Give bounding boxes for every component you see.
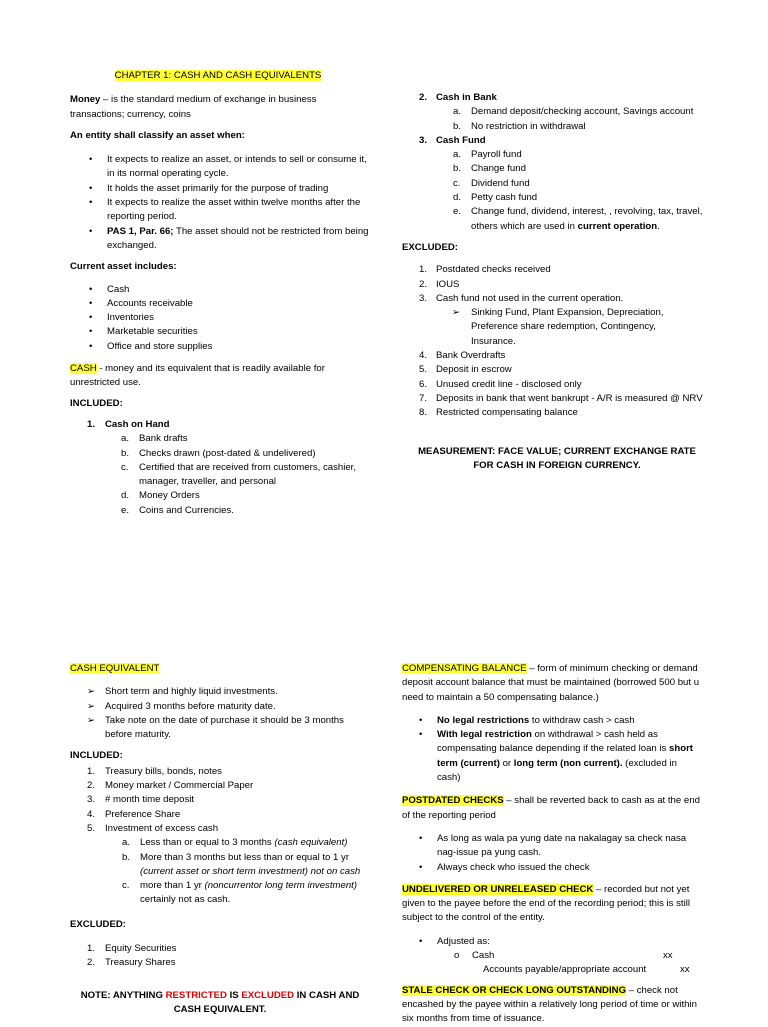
list-item: b. No restriction in withdrawal: [453, 120, 586, 132]
cash-definition: [70, 362, 370, 391]
list-item: 4. Bank Overdrafts: [419, 350, 506, 362]
list-item: a. Less than or equal to 3 months (cash equivalent): [122, 837, 348, 849]
list-item: 2. Money market / Commercial Paper: [87, 780, 254, 792]
list-item: • Accounts receivable: [70, 297, 370, 311]
excluded-list: [70, 942, 370, 971]
cash-in-bank-list: [402, 105, 712, 134]
bullet-icon: •: [419, 861, 423, 873]
list-item: 2. Treasury Shares: [87, 957, 176, 969]
list-item: ➢ Short term and highly liquid investments.: [70, 685, 370, 699]
list-item: e. Change fund, dividend, interest, , revolving, tax, travel, others which are used in current operation.: [453, 206, 703, 232]
list-item: ➢ Sinking Fund, Plant Expansion, Depreciation, Preference share redemption, Contingency, Insurance.: [452, 307, 664, 347]
classify-heading: An entity shall classify an asset when:: [70, 129, 245, 141]
page2-left-column: [70, 662, 370, 1017]
list-item: 8. Restricted compensating balance: [419, 407, 578, 419]
list-item: • Cash: [70, 283, 370, 297]
list-item: • Adjusted as:: [402, 935, 710, 949]
money-def: – is the standard medium of exchange in business transactions; currency, coins: [70, 94, 317, 120]
bullet-icon: •: [89, 225, 93, 237]
arrow-bullet-icon: ➢: [87, 714, 96, 726]
list-item: 6. Unused credit line - disclosed only: [419, 378, 582, 390]
cash-on-hand-list: [70, 432, 370, 518]
chapter-title-wrap: [70, 69, 366, 83]
bullet-icon: •: [89, 297, 93, 309]
list-item: • It expects to realize an asset, or intends to sell or consume it, in its normal operating cycle.: [89, 154, 367, 180]
cash-on-hand-block: [70, 418, 370, 518]
included-heading: INCLUDED:: [70, 750, 123, 762]
arrow-bullet-icon: ➢: [452, 307, 461, 319]
excluded-heading: EXCLUDED:: [402, 241, 458, 253]
cash-equivalent-list: [70, 685, 370, 742]
stale-check-definition: STALE CHECK OR CHECK LONG OUTSTANDING – check not encashed by the payee within a relatively long period of time or within six months from time of issuance.: [402, 984, 697, 1025]
note-restricted: NOTE: ANYTHING RESTRICTED IS EXCLUDED IN CASH AND CASH EQUIVALENT.: [80, 989, 360, 1015]
bullet-icon: •: [89, 326, 93, 338]
cash-fund-list: [402, 148, 712, 234]
bullet-icon: •: [89, 154, 93, 166]
list-item: ➢ Take note on the date of purchase it should be 3 months before maturity.: [87, 714, 344, 741]
list-item: e. Coins and Currencies.: [121, 504, 234, 516]
postdated-list: [402, 832, 710, 875]
list-item: • Inventories: [70, 311, 370, 325]
list-item: 5. Investment of excess cash: [87, 822, 219, 834]
stale-check-term: STALE CHECK OR CHECK LONG OUTSTANDING: [402, 984, 627, 996]
bullet-icon: •: [89, 312, 93, 324]
excluded-heading: EXCLUDED:: [70, 918, 126, 930]
classify-list: [70, 153, 370, 253]
list-item: 1. Treasury bills, bonds, notes: [87, 765, 222, 777]
undelivered-check-definition: UNDELIVERED OR UNRELEASED CHECK – recorded but not yet given to the payee before the end of the recording period; this is still subject to the control of the entity.: [402, 883, 690, 924]
journal-debit-row: o Cash xx: [402, 949, 710, 963]
current-asset-list: [70, 283, 370, 354]
list-item: • No legal restrictions to withdraw cash > cash: [402, 714, 710, 728]
cash-in-bank-title: 2. Cash in Bank: [419, 92, 497, 103]
adjusted-list: [402, 935, 710, 978]
arrow-bullet-icon: ➢: [87, 700, 96, 712]
journal-credit-row: Accounts payable/appropriate account xx: [483, 964, 690, 976]
list-item: 1. Equity Securities: [87, 943, 177, 955]
bullet-icon: •: [89, 283, 93, 295]
list-item: b. Change fund: [453, 163, 526, 175]
bullet-icon: •: [89, 182, 93, 194]
included-heading: INCLUDED:: [70, 397, 123, 409]
bullet-icon: •: [419, 729, 423, 741]
bullet-icon: •: [419, 832, 423, 844]
cash-term: CASH: [70, 363, 97, 375]
compensating-balance-term: COMPENSATING BALANCE: [402, 663, 527, 674]
page1-right-column: [402, 91, 712, 473]
list-item: a. Bank drafts: [121, 433, 188, 445]
bullet-icon: •: [419, 714, 423, 726]
list-item: b. More than 3 months but less than or equal to 1 yr (current asset or short term investment) not on cash: [122, 851, 361, 877]
list-item: c. Dividend fund: [453, 177, 530, 189]
postdated-checks-term: POSTDATED CHECKS: [402, 795, 504, 807]
list-item: • Marketable securities: [70, 325, 370, 339]
list-item: c. Certified that are received from customers, cashier, manager, traveller, and personal: [121, 461, 357, 488]
cash-def: - money and its equivalent that is readily available for unrestricted use.: [70, 363, 325, 389]
undelivered-check-term: UNDELIVERED OR UNRELEASED CHECK: [402, 883, 594, 895]
cash-on-hand-title: 1. Cash on Hand: [87, 418, 170, 430]
list-item: ➢ Acquired 3 months before maturity date.: [70, 700, 370, 714]
page2-right-column: [402, 662, 710, 1027]
list-item: • It expects to realize the asset within twelve months after the reporting period.: [89, 197, 361, 223]
list-item: 2. IOUS: [419, 278, 460, 290]
list-item: b. Checks drawn (post-dated & undelivered): [121, 447, 316, 459]
cash-equivalent-heading: CASH EQUIVALENT: [70, 663, 160, 674]
page1-left-column: [70, 69, 370, 518]
current-asset-heading: Current asset includes:: [70, 261, 177, 273]
compensating-balance-list: [402, 714, 710, 785]
cash-fund-title: 3. Cash Fund: [419, 134, 486, 146]
list-item: a. Payroll fund: [453, 149, 522, 161]
cash-equivalent-heading-wrap: [70, 662, 370, 676]
list-item: 4. Preference Share: [87, 808, 181, 820]
list-item: 3. # month time deposit: [87, 794, 195, 806]
excluded-list: [402, 263, 712, 420]
list-item: 1. Postdated checks received: [419, 264, 551, 276]
chapter-title: CHAPTER 1: CASH AND CASH EQUIVALENTS: [114, 70, 322, 81]
bullet-icon: •: [419, 935, 423, 947]
circle-bullet-icon: o: [454, 950, 460, 962]
list-item: • PAS 1, Par. 66; The asset should not be restricted from being exchanged.: [89, 225, 369, 251]
list-item: • With legal restriction on withdrawal > cash held as compensating balance depending if the related loan is short term (current) or long term (non current). (excluded in cash): [419, 729, 693, 784]
list-item: 7. Deposits in bank that went bankrupt - A/R is measured @ NRV: [419, 392, 703, 404]
list-item: 5. Deposit in escrow: [419, 364, 512, 376]
bullet-icon: •: [89, 340, 93, 352]
money-definition: [70, 93, 370, 122]
bullet-icon: •: [89, 197, 93, 209]
postdated-checks-definition: POSTDATED CHECKS – shall be reverted back to cash as at the end of the reporting period: [402, 795, 700, 821]
list-item: • Office and store supplies: [70, 340, 370, 354]
arrow-bullet-icon: ➢: [87, 686, 96, 698]
list-item: c. more than 1 yr (noncurrentor long term investment) certainly not as cash.: [122, 880, 358, 906]
included-list: [70, 765, 370, 908]
list-item: • As long as wala pa yung date na nakalagay sa check nasa nag-issue pa yung cash.: [419, 832, 687, 859]
list-item: • It holds the asset primarily for the purpose of trading: [70, 182, 370, 196]
list-item: d. Money Orders: [121, 490, 200, 502]
money-term: Money: [70, 94, 101, 106]
compensating-balance-definition: COMPENSATING BALANCE – form of minimum checking or demand deposit account balance that must be maintained (borrowed 500 but u need to maintain a 50 compensating balance.): [402, 663, 700, 703]
list-item: 3. Cash fund not used in the current operation.: [419, 292, 624, 304]
measurement-note: MEASUREMENT: FACE VALUE; CURRENT EXCHANGE RATE FOR CASH IN FOREIGN CURRENCY.: [418, 445, 696, 471]
list-item: • Always check who issued the check: [402, 861, 710, 875]
list-item: a. Demand deposit/checking account, Savings account: [453, 106, 694, 118]
list-item: d. Petty cash fund: [453, 192, 538, 204]
